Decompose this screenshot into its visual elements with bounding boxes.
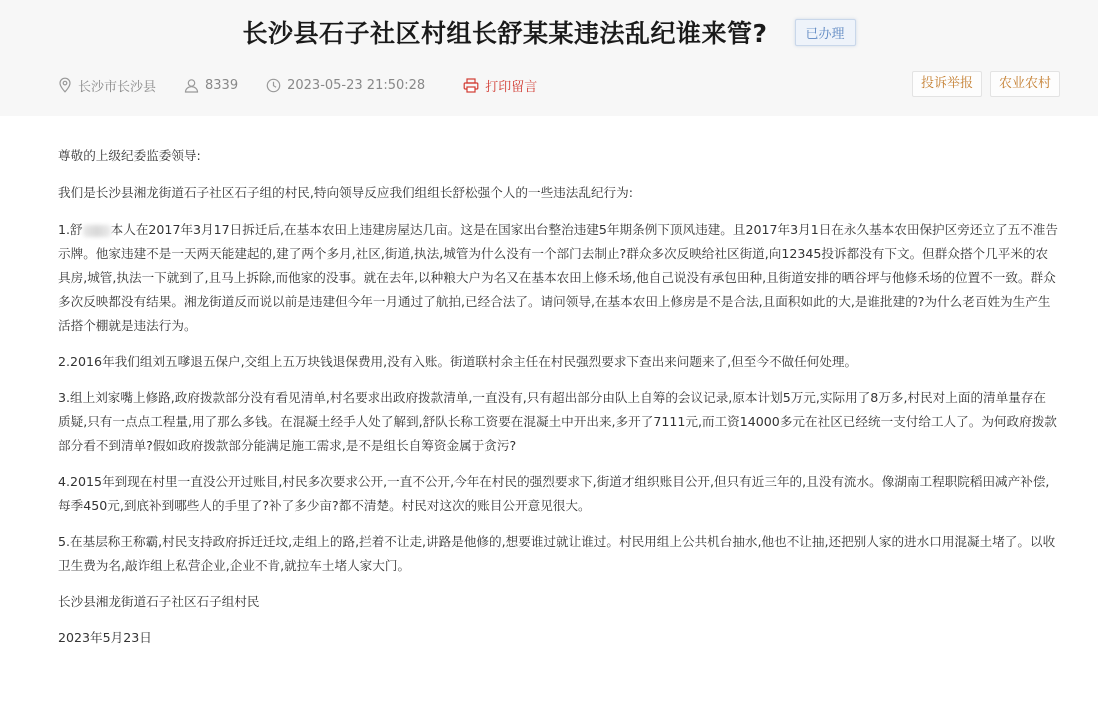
paragraph-1-text: 本人在2017年3月17日拆迁后,在基本农田上违建房屋达几亩。这是在国家出台整治违建5年期条例下顶风违建。且2017年3月1日在永久基本农田保护区旁还立了五不准告示牌。他家违建不是一天两天能建起的,建了两个多月,社区,街道,执法,城管为什么没有一个部门去制止?群众多次反映给社区街道,向12345投诉都没有下文。但群众搭个几平米的农具房,城管,执法一下就到了,且马上拆除,而他家的没事。就在去年,以种粮大户为名又在基本农田上修禾场,他自己说没有承包田种,且街道安排的晒谷坪与他修禾场的位置不一致。群众多次反映都没有结果。湘龙街道反而说以前是违建但今年一月通过了航拍,已经合法了。请问领导,在基本农田上修房是不是合法,且面积如此的大,是谁批建的?为什么老百姓为生产生活搭个棚就是违法行为。 [58, 222, 1058, 333]
intro-paragraph: 我们是长沙县湘龙街道石子社区石子组的村民,特向领导反应我们组组长舒松强个人的一些违法乱纪行为: [58, 185, 633, 200]
status-badge: 已办理 [795, 19, 856, 46]
message-content [0, 116, 1098, 662]
paragraph-5: 5.在基层称王称霸,村民支持政府拆迁迁坟,走组上的路,拦着不让走,讲路是他修的,想要谁过就让谁过。村民用组上公共机台抽水,他也不让抽,还把别人家的进水口用混凝土堵了。以收卫生费为名,敲诈组上私营企业,企业不肯,就拉车土堵人家大门。 [58, 534, 1056, 573]
location-text: 长沙市长沙县 [78, 79, 157, 95]
printer-icon [463, 78, 479, 93]
message-header [0, 0, 1098, 116]
redacted-name [83, 225, 111, 237]
user-icon [184, 78, 199, 93]
print-label: 打印留言 [485, 79, 538, 95]
paragraph-3: 3.组上刘家嘴上修路,政府拨款部分没有看见清单,村名要求出政府拨款清单,一直没有,只有超出部分由队上自筹的会议记录,原本计划5万元,实际用了8万多,村民对上面的清单量存在质疑,只有一点点工程量,用了那么多钱。在混凝土经手人处了解到,舒队长称工资要在混凝土中开出来,多开了7111元,而工资14000多元在社区已经统一支付给工人了。为何政府拨款部分看不到清单?假如政府拨款部分能满足施工需求,是不是组长自筹资金属于贪污? [58, 390, 1057, 453]
datetime-text: 2023-05-23 21:50:28 [287, 77, 426, 93]
paragraph-2: 2.2016年我们组刘五嗲退五保户,交组上五万块钱退保费用,没有入账。街道联村余主任在村民强烈要求下查出来问题来了,但至今不做任何处理。 [58, 354, 858, 369]
meta-time [266, 78, 425, 93]
page-title: 长沙县石子社区村组长舒某某违法乱纪谁来管? [242, 19, 768, 48]
map-pin-icon [58, 77, 72, 93]
paragraph-4: 4.2015年到现在村里一直没公开过账目,村民多次要求公开,一直不公开,今年在村民的强烈要求下,街道才组织账目公开,但只有近三年的,且没有流水。像湖南工程职院稻田减产补偿,每季450元,到底补到哪些人的手里了?补了多少亩?都不清楚。村民对这次的账目公开意见很大。 [58, 474, 1050, 513]
meta-row [58, 74, 537, 96]
title-row [0, 14, 1098, 58]
meta-views [184, 78, 238, 93]
paragraph-1-prefix: 1.舒 [58, 222, 83, 237]
tag-agriculture[interactable]: 农业农村 [990, 71, 1060, 97]
category-tags [904, 71, 1060, 97]
meta-location [58, 76, 156, 95]
views-count: 8339 [205, 77, 239, 93]
letter-date: 2023年5月23日 [58, 630, 152, 645]
greeting: 尊敬的上级纪委监委领导: [58, 148, 201, 163]
tag-complaint[interactable]: 投诉举报 [912, 71, 982, 97]
paragraph-1 [58, 218, 1058, 338]
clock-icon [266, 78, 281, 93]
signature: 长沙县湘龙街道石子社区石子组村民 [58, 594, 260, 609]
print-button[interactable] [463, 76, 537, 95]
